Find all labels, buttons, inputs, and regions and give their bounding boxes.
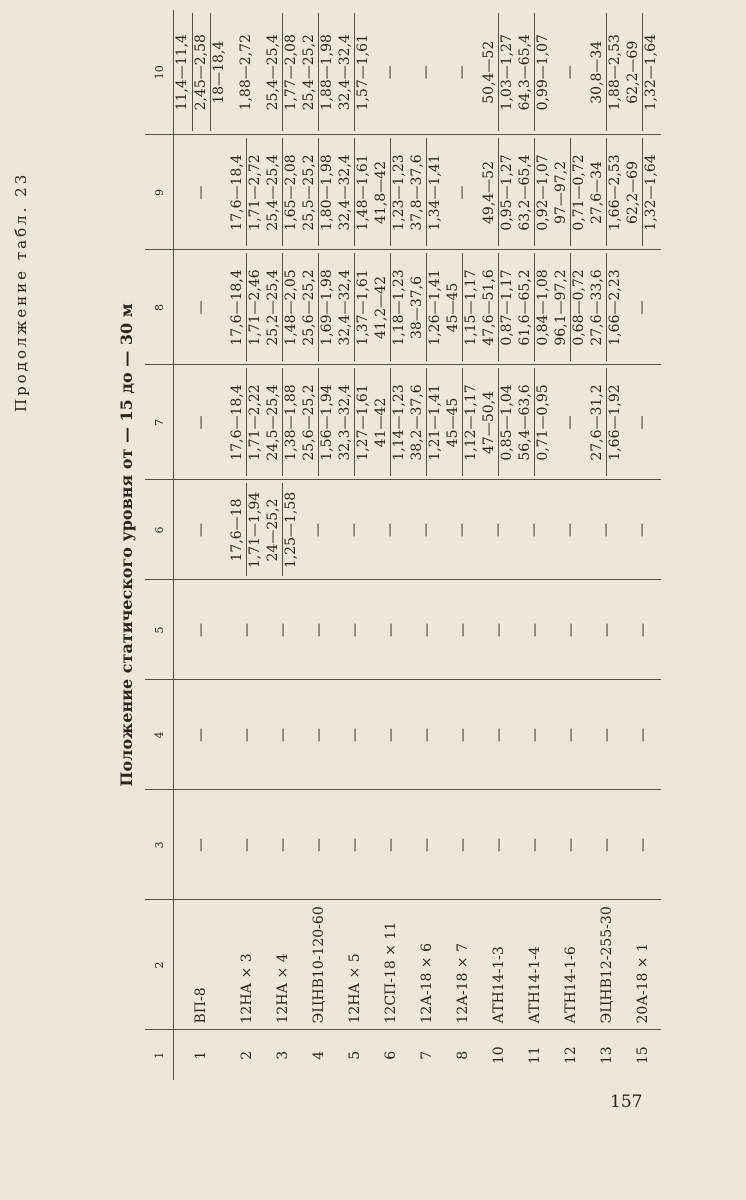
cell-value: 56,4—63,6	[517, 369, 536, 477]
cell-value: —	[525, 523, 542, 537]
cell-value: 18—18,4	[211, 40, 227, 104]
table-cell	[589, 10, 625, 135]
cell-value: 1,48—1,61	[355, 154, 371, 231]
table-row	[409, 10, 445, 1080]
table-cell: —	[265, 680, 301, 790]
table-row	[445, 10, 481, 1080]
cell-value: 64,3—65,4	[517, 13, 536, 132]
table-cell: —	[265, 790, 301, 900]
table-cell: —	[337, 680, 373, 790]
cell-value: 24—25,2	[265, 484, 284, 577]
table-cell: —	[301, 680, 337, 790]
cell-value: 25,4—25,4	[265, 13, 284, 132]
column-number: 1	[145, 1030, 174, 1080]
cell-value: 62,2—69	[625, 13, 644, 132]
cell-value: 47,6—51,6	[481, 254, 500, 362]
cell-value: 1,26—1,41	[427, 269, 443, 346]
cell-value: 1,48—2,05	[283, 269, 299, 346]
column-number: 4	[145, 680, 174, 790]
cell-value: 32,4—32,4	[337, 139, 356, 247]
cell-value: —	[561, 415, 578, 430]
table-cell: 12НА × 3	[229, 900, 265, 1030]
cell-value: 17,6—18,4	[229, 254, 248, 362]
cell-value: 1,32—1,64	[643, 154, 659, 231]
table-cell	[229, 250, 265, 365]
column-number: 6	[145, 480, 174, 580]
cell-value: 1,25—1,58	[283, 491, 299, 569]
table-cell	[373, 365, 409, 480]
cell-value: 41,2—42	[373, 254, 392, 362]
cell-value: 1,34—1,41	[427, 154, 443, 231]
table-cell: 3	[265, 1030, 301, 1080]
cell-value: 45—45	[445, 369, 464, 477]
table-row	[517, 10, 553, 1080]
cell-value: 97—97,2	[553, 139, 572, 247]
table-cell	[337, 10, 373, 135]
table-cell	[409, 135, 445, 250]
cell-value: 1,77—2,08	[283, 34, 299, 111]
rotated-table-block	[95, 10, 746, 1080]
table-cell	[481, 10, 517, 135]
cell-value: 1,27—1,61	[355, 384, 371, 461]
table-cell: 6	[373, 1030, 409, 1080]
continuation-title: Продолжение табл. 23	[12, 171, 30, 412]
table-cell: —	[373, 580, 409, 680]
table-cell: —	[589, 580, 625, 680]
table-cell	[229, 10, 265, 135]
cell-value: 1,66—2,23	[607, 269, 623, 346]
table-cell: 13	[589, 1030, 625, 1080]
cell-value: 17,6—18,4	[229, 369, 248, 477]
table-cell	[553, 480, 589, 580]
table-row	[265, 10, 301, 1080]
table-row	[481, 10, 517, 1080]
table-cell	[553, 250, 589, 365]
table-cell: —	[229, 680, 265, 790]
cell-value: 50,4—52	[481, 13, 500, 132]
table-row	[553, 10, 589, 1080]
column-number: 7	[145, 365, 174, 480]
table-cell: —	[337, 580, 373, 680]
cell-value: 1,38—1,88	[283, 384, 299, 461]
cell-value: 38,2—37,6	[409, 369, 428, 477]
cell-value: —	[192, 415, 209, 430]
table-cell	[589, 365, 625, 480]
table-cell	[481, 365, 517, 480]
table-cell: —	[337, 790, 373, 900]
table-cell: —	[265, 580, 301, 680]
cell-value: 96,1—97,2	[553, 254, 572, 362]
table-cell: ВП-8	[174, 900, 229, 1030]
cell-value: 1,15—1,17	[463, 269, 479, 346]
table-cell: —	[481, 790, 517, 900]
cell-value: 1,57—1,61	[355, 34, 371, 111]
cell-value: 11,4—11,4	[174, 13, 193, 132]
table-cell	[553, 135, 589, 250]
table-cell: —	[373, 680, 409, 790]
cell-value: 1,69—1,98	[319, 269, 335, 346]
cell-value: 49,4—52	[481, 139, 500, 247]
cell-value: 2,45—2,58	[193, 13, 212, 132]
table-row	[625, 10, 661, 1080]
cell-value: 0,68—0,72	[571, 269, 587, 346]
cell-value: 1,18—1,23	[391, 269, 407, 346]
cell-value: —	[633, 300, 650, 315]
table-cell	[517, 10, 553, 135]
table-cell	[409, 10, 445, 135]
table-cell	[337, 365, 373, 480]
cell-value: 1,71—2,46	[247, 269, 263, 346]
table-cell: —	[481, 580, 517, 680]
table-cell: ЭЦНВ12-255-30	[589, 900, 625, 1030]
table-cell	[373, 250, 409, 365]
cell-value: 25,6—25,2	[301, 254, 320, 362]
cell-value: 24,5—25,4	[265, 369, 284, 477]
cell-value: 1,12—1,17	[463, 384, 479, 461]
table-cell	[174, 480, 229, 580]
table-cell	[625, 480, 661, 580]
table-cell	[553, 10, 589, 135]
table-cell	[625, 10, 661, 135]
cell-value: 25,6—25,2	[301, 369, 320, 477]
table-row	[301, 10, 337, 1080]
table-cell: 12НА × 4	[265, 900, 301, 1030]
table-cell: —	[517, 580, 553, 680]
cell-value: 1,03—1,27	[499, 34, 515, 111]
cell-value: 27,6—33,6	[589, 254, 608, 362]
table-cell: 12НА × 5	[337, 900, 373, 1030]
cell-value: —	[345, 523, 362, 537]
cell-value: 27,6—31,2	[589, 369, 608, 477]
table-cell: —	[625, 790, 661, 900]
cell-value: —	[597, 523, 614, 537]
table-cell: 5	[337, 1030, 373, 1080]
page-number: 157	[610, 1092, 643, 1112]
table-cell	[589, 480, 625, 580]
cell-value: 1,88—1,98	[319, 34, 335, 111]
cell-value: 1,80—1,98	[319, 154, 335, 231]
cell-value: 17,6—18,4	[229, 139, 248, 247]
cell-value: —	[453, 65, 470, 80]
table-cell	[265, 135, 301, 250]
table-cell: 2	[229, 1030, 265, 1080]
cell-value: —	[192, 185, 209, 200]
cell-value: 62,2—69	[625, 139, 644, 247]
table-cell: 10	[481, 1030, 517, 1080]
cell-value: —	[561, 65, 578, 80]
cell-value: 1,66—1,92	[607, 384, 623, 461]
column-number: 5	[145, 580, 174, 680]
table-cell	[481, 250, 517, 365]
cell-value: 1,71—1,94	[247, 491, 263, 569]
cell-value: 25,4—25,2	[301, 13, 320, 132]
cell-value: 17,6—18	[229, 484, 248, 577]
cell-value: 38—37,6	[409, 254, 428, 362]
cell-value: 1,32—1,64	[643, 34, 659, 111]
table-cell: —	[174, 790, 229, 900]
cell-value: 1,71—2,22	[247, 384, 263, 461]
cell-value: 30,8—34	[589, 13, 608, 132]
cell-value: 25,2—25,4	[265, 254, 284, 362]
table-cell	[174, 10, 229, 135]
table-row	[229, 10, 265, 1080]
table-cell	[373, 10, 409, 135]
table-cell: —	[517, 680, 553, 790]
table-cell: АТН14-1-3	[481, 900, 517, 1030]
table-cell: 15	[625, 1030, 661, 1080]
table-cell	[517, 135, 553, 250]
table-cell	[481, 135, 517, 250]
cell-value: 1,65—2,08	[283, 154, 299, 231]
table-cell: —	[517, 790, 553, 900]
cell-value: —	[453, 523, 470, 537]
table-cell: —	[589, 790, 625, 900]
cell-value: 61,6—65,2	[517, 254, 536, 362]
table-row	[373, 10, 409, 1080]
table-cell: —	[625, 580, 661, 680]
table-cell: АТН14-1-6	[553, 900, 589, 1030]
table-cell	[373, 135, 409, 250]
table-cell	[337, 480, 373, 580]
table-cell	[174, 365, 229, 480]
table-cell: —	[625, 680, 661, 790]
table-cell: 12	[553, 1030, 589, 1080]
cell-value: 1,21—1,41	[427, 384, 443, 461]
table-cell: —	[301, 580, 337, 680]
table-cell	[589, 135, 625, 250]
table-cell: —	[445, 680, 481, 790]
cell-value: 41—42	[373, 369, 392, 477]
cell-value: 32,4—32,4	[337, 254, 356, 362]
table-cell: 7	[409, 1030, 445, 1080]
table-cell: ЭЦНВ10-120-60	[301, 900, 337, 1030]
table-cell: —	[553, 680, 589, 790]
cell-value: 1,88—2,53	[607, 34, 623, 111]
table-cell: 8	[445, 1030, 481, 1080]
cell-value: 0,84—1,08	[535, 269, 551, 346]
cell-value: 27,6—34	[589, 139, 608, 247]
table-cell	[265, 480, 301, 580]
table-cell	[409, 365, 445, 480]
table-cell	[301, 365, 337, 480]
table-cell	[481, 480, 517, 580]
cell-value: 47—50,4	[481, 369, 500, 477]
cell-value: 0,71—0,95	[535, 384, 551, 461]
table-cell: —	[409, 680, 445, 790]
cell-value: 63,2—65,4	[517, 139, 536, 247]
cell-value: 32,4—32,4	[337, 13, 356, 132]
table-cell	[301, 480, 337, 580]
column-number: 3	[145, 790, 174, 900]
table-cell	[445, 10, 481, 135]
cell-value: —	[489, 523, 506, 537]
cell-value: 1,66—2,53	[607, 154, 623, 231]
table-cell: 12СП-18 × 11	[373, 900, 409, 1030]
cell-value: 1,37—1,61	[355, 269, 371, 346]
table-cell	[517, 365, 553, 480]
data-table	[145, 10, 661, 1080]
table-row	[589, 10, 625, 1080]
cell-value: 25,4—25,4	[265, 139, 284, 247]
cell-value: —	[381, 523, 398, 537]
column-number-row	[145, 10, 174, 1080]
table-cell: —	[174, 680, 229, 790]
cell-value: 1,56—1,94	[319, 384, 335, 461]
table-cell	[517, 250, 553, 365]
table-cell	[174, 250, 229, 365]
cell-value: —	[561, 523, 578, 537]
table-cell	[589, 250, 625, 365]
table-cell	[445, 250, 481, 365]
cell-value: —	[192, 523, 209, 537]
cell-value: 1,71—2,72	[247, 154, 263, 231]
cell-value: —	[417, 523, 434, 537]
table-cell	[229, 135, 265, 250]
cell-value: 0,92—1,07	[535, 154, 551, 231]
cell-value: 41,8—42	[373, 139, 392, 247]
table-cell: —	[229, 790, 265, 900]
table-cell	[409, 250, 445, 365]
column-number: 8	[145, 250, 174, 365]
cell-value: 25,5—25,2	[301, 139, 320, 247]
table-row	[337, 10, 373, 1080]
table-cell	[265, 250, 301, 365]
table-cell	[409, 480, 445, 580]
table-cell: 12А-18 × 7	[445, 900, 481, 1030]
table-cell	[445, 480, 481, 580]
cell-value: 37,8—37,6	[409, 139, 428, 247]
table-cell: —	[373, 790, 409, 900]
table-cell: —	[445, 580, 481, 680]
table-cell	[265, 365, 301, 480]
table-row	[174, 10, 229, 1080]
table-cell	[229, 365, 265, 480]
table-cell: 4	[301, 1030, 337, 1080]
table-cell: АТН14-1-4	[517, 900, 553, 1030]
cell-value: —	[633, 523, 650, 537]
table-cell	[517, 480, 553, 580]
column-number: 9	[145, 135, 174, 250]
table-cell	[265, 10, 301, 135]
cell-value: —	[633, 415, 650, 430]
table-cell: 1	[174, 1030, 229, 1080]
table-cell: 11	[517, 1030, 553, 1080]
cell-value: —	[309, 523, 326, 537]
table-cell: —	[301, 790, 337, 900]
cell-value: 0,95—1,27	[499, 154, 515, 231]
table-cell	[229, 480, 265, 580]
table-cell: —	[553, 580, 589, 680]
cell-value: —	[453, 185, 470, 200]
table-cell: —	[445, 790, 481, 900]
cell-value: 1,14—1,23	[391, 384, 407, 461]
table-cell	[337, 135, 373, 250]
table-cell	[625, 250, 661, 365]
table-cell: 20А-18 × 1	[625, 900, 661, 1030]
cell-value: 0,71—0,72	[571, 154, 587, 231]
cell-value: 0,99—1,07	[535, 34, 551, 111]
table-cell	[625, 135, 661, 250]
column-number: 10	[145, 10, 174, 135]
table-cell: —	[174, 580, 229, 680]
table-cell	[174, 135, 229, 250]
cell-value: —	[417, 65, 434, 80]
table-cell: 12А-18 × 6	[409, 900, 445, 1030]
cell-value: 32,3—32,4	[337, 369, 356, 477]
table-cell	[445, 365, 481, 480]
table-cell: —	[409, 790, 445, 900]
cell-value: 0,87—1,17	[499, 269, 515, 346]
table-cell: —	[409, 580, 445, 680]
cell-value: —	[381, 65, 398, 80]
table-cell: —	[589, 680, 625, 790]
table-cell	[301, 10, 337, 135]
cell-value: 1,88—2,72	[237, 34, 254, 111]
table-cell	[373, 480, 409, 580]
table-cell	[301, 135, 337, 250]
table-cell: —	[553, 790, 589, 900]
table-cell	[553, 365, 589, 480]
table-cell	[337, 250, 373, 365]
cell-value: 45—45	[445, 254, 464, 362]
column-number: 2	[145, 900, 174, 1030]
table-cell	[301, 250, 337, 365]
table-cell: —	[229, 580, 265, 680]
table-cell	[445, 135, 481, 250]
table-cell: —	[481, 680, 517, 790]
cell-value: 0,85—1,04	[499, 384, 515, 461]
cell-value: 1,23—1,23	[391, 154, 407, 231]
table-subtitle: Положение статического уровня от — 15 до — 30 м	[117, 303, 136, 787]
table-cell	[625, 365, 661, 480]
cell-value: —	[192, 300, 209, 315]
